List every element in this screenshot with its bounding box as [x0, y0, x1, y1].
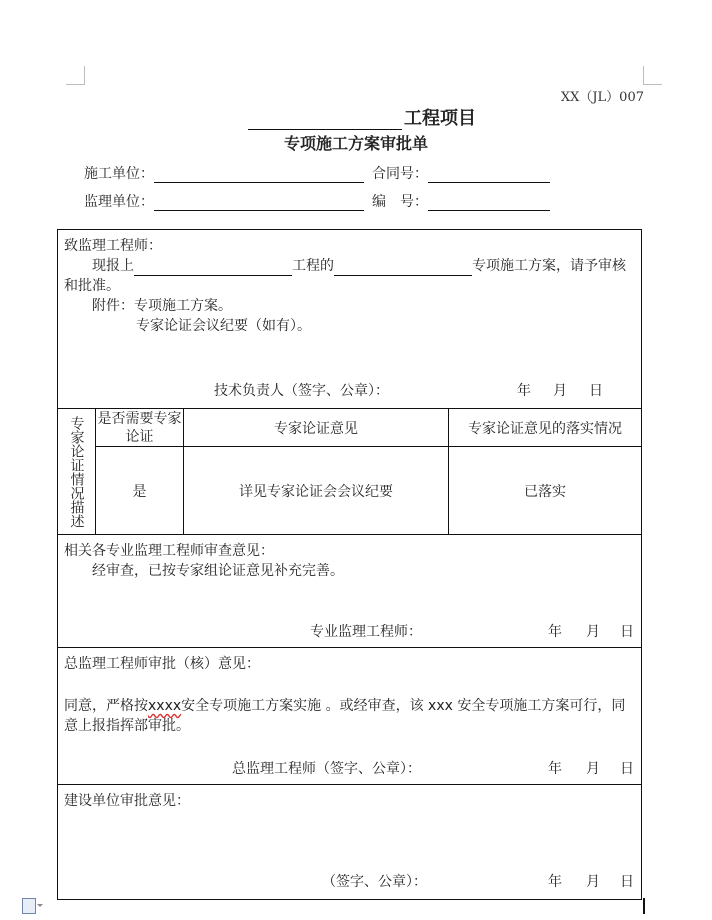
owner-heading: 建设单位审批意见： — [64, 793, 190, 809]
tech-lead-year: 年 — [517, 383, 531, 399]
chief-opinion-b: xxxx — [148, 698, 182, 714]
form-title: 专项施工方案审批单 — [283, 134, 428, 153]
chief-opinion-line1 — [64, 696, 635, 716]
submission-post: 专项施工方案，请予审核 — [472, 258, 626, 274]
owner-month: 月 — [586, 874, 600, 890]
owner-year: 年 — [548, 874, 562, 890]
approval-form-table — [57, 229, 642, 900]
chief-month: 月 — [586, 761, 600, 777]
submission-pre: 现报上 — [92, 258, 134, 274]
supervisor-field[interactable] — [154, 196, 364, 211]
text-cursor — [643, 898, 645, 914]
chief-opinion-line2: 意上报指挥部审批。 — [64, 718, 190, 734]
chief-day: 日 — [620, 761, 634, 777]
contractor-field[interactable] — [154, 168, 364, 183]
supervisor-label: 监理单位： — [84, 194, 154, 210]
tech-lead-month: 月 — [553, 383, 567, 399]
chief-signature: 总监理工程师（签字、公章）： — [232, 761, 421, 777]
contract-label: 合同号： — [372, 166, 428, 182]
col-implementation-header: 专家论证意见的落实情况 — [449, 409, 642, 447]
contractor-row — [84, 163, 364, 183]
owner-day: 日 — [620, 874, 634, 890]
chief-opinion-c: 安全专项施工方案实施 。或经审查，该 xxx 安全专项施工方案可行，同 — [181, 698, 626, 714]
specialist-opinion: 经审查，已按专家组论证意见补充完善。 — [92, 563, 344, 579]
submission-line2: 和批准。 — [64, 278, 120, 294]
col-expert-opinion-header: 专家论证意见 — [184, 409, 449, 447]
owner-review-section — [58, 785, 642, 900]
implementation-value: 已落实 — [449, 447, 642, 535]
attachment-1: 附件：专项施工方案。 — [92, 298, 232, 314]
page-corner-marker-right — [643, 66, 662, 85]
submission-mid: 工程的 — [292, 258, 334, 274]
document-icon[interactable] — [22, 898, 36, 914]
tech-lead-signature: 技术负责人（签字、公章）： — [214, 383, 389, 399]
specialist-month: 月 — [586, 624, 600, 640]
submission-line — [64, 256, 635, 276]
chief-review-section — [58, 648, 642, 785]
salutation: 致监理工程师： — [64, 238, 162, 254]
tech-lead-day: 日 — [589, 383, 603, 399]
project-title — [248, 104, 476, 130]
specialist-heading: 相关各专业监理工程师审查意见： — [64, 543, 274, 559]
scheme-blank[interactable] — [334, 261, 472, 276]
attachment-2: 专家论证会议纪要（如有）。 — [136, 318, 311, 334]
specialist-day: 日 — [620, 624, 634, 640]
chief-heading: 总监理工程师审批（核）意见： — [64, 656, 260, 672]
need-expert-value: 是 — [96, 447, 184, 535]
col-need-expert-header: 是否需要专家论证 — [97, 410, 182, 445]
specialist-review-section — [58, 535, 642, 648]
expert-section-side-label — [58, 409, 96, 535]
chief-opinion-a: 同意，严格按 — [64, 698, 148, 714]
specialist-year: 年 — [548, 624, 562, 640]
supervisor-row — [84, 191, 364, 211]
form-code: XX（JL）007 — [560, 90, 644, 105]
contractor-label: 施工单位： — [84, 166, 154, 182]
project-blank[interactable] — [134, 261, 292, 276]
number-label: 编 号： — [372, 194, 428, 210]
number-row — [372, 191, 550, 211]
expert-side-text: 专家论证情况描述 — [68, 415, 85, 528]
submission-section — [58, 230, 642, 409]
project-title-suffix: 工程项目 — [404, 108, 476, 129]
expert-opinion-value: 详见专家论证会会议纪要 — [184, 447, 449, 535]
contract-row — [372, 163, 550, 183]
specialist-signature: 专业监理工程师： — [310, 624, 422, 640]
page-corner-marker-left — [66, 66, 85, 85]
owner-signature: （签字、公章）： — [322, 874, 427, 890]
contract-field[interactable] — [428, 168, 550, 183]
project-name-blank[interactable] — [248, 113, 402, 130]
chief-year: 年 — [548, 761, 562, 777]
number-field[interactable] — [428, 196, 550, 211]
